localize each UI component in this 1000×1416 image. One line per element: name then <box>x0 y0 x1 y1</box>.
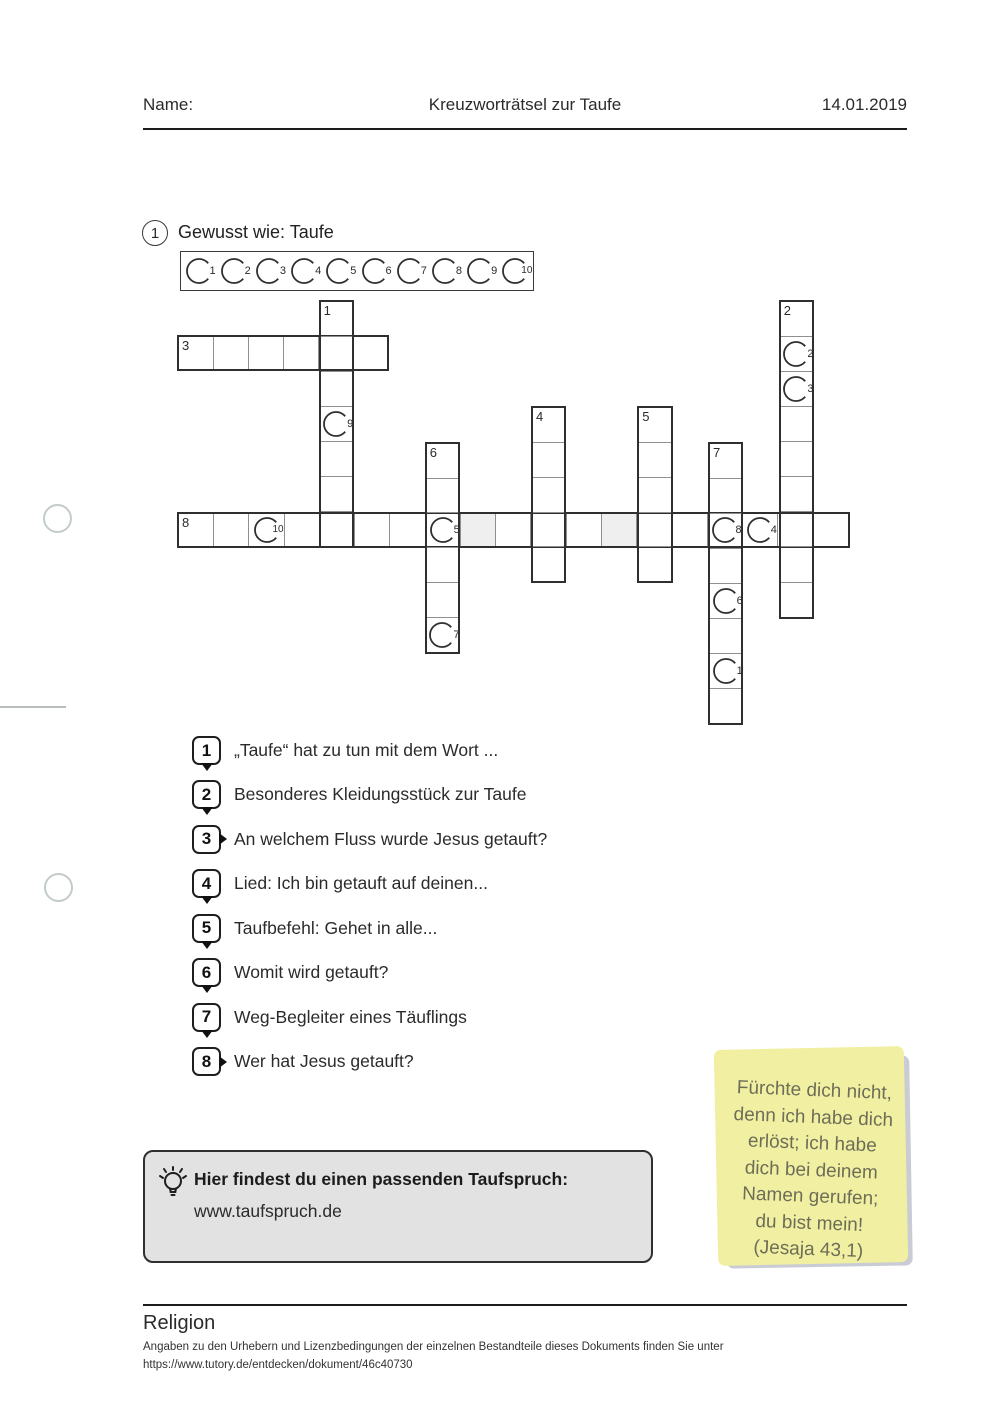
clue-number: 7 <box>201 1007 212 1027</box>
solution-strip-cell <box>216 252 251 290</box>
clue-number: 2 <box>201 784 212 804</box>
solution-strip-cell <box>498 252 533 290</box>
grid-cell <box>321 302 352 336</box>
grid-cell <box>179 514 213 545</box>
crossword-word-1 <box>319 300 354 548</box>
grid-cell <box>639 477 670 512</box>
clue-number: 5 <box>201 918 212 938</box>
solution-number: 10 <box>272 524 284 536</box>
subject-label: Religion <box>143 1312 216 1334</box>
grid-cell <box>710 478 741 513</box>
grid-cell <box>248 514 283 545</box>
sticky-note-paper <box>714 1046 908 1266</box>
grid-cell <box>284 514 319 545</box>
grid-cell <box>533 477 564 512</box>
grid-cell <box>601 514 636 545</box>
clue-item <box>192 958 388 987</box>
grid-cell <box>710 444 741 478</box>
grid-cell <box>781 511 812 546</box>
hint-title: Hier findest du einen passenden Taufspruch: <box>194 1169 569 1189</box>
solution-letter-strip <box>180 251 534 291</box>
clue-item <box>192 1047 414 1076</box>
grid-cell <box>781 406 812 441</box>
grid-cell <box>213 337 248 368</box>
solution-strip-cell <box>287 252 322 290</box>
word-number-label: 3 <box>182 338 190 354</box>
grid-cell <box>710 583 741 618</box>
solution-number: 10 <box>521 265 533 276</box>
solution-number: 6 <box>736 594 743 607</box>
grid-cell <box>639 442 670 477</box>
clue-number-box <box>192 914 221 943</box>
grid-cell <box>321 406 352 441</box>
section-title: Gewusst wie: Taufe <box>178 222 334 242</box>
letter-circle-icon <box>289 256 322 286</box>
clue-number-box <box>192 1003 221 1032</box>
arrow-down-icon <box>201 985 213 993</box>
grid-cell <box>710 688 741 723</box>
name-label: Name: <box>143 95 194 114</box>
solution-number: 1 <box>209 265 216 277</box>
clue-number: 6 <box>201 962 212 982</box>
grid-cell <box>639 512 670 547</box>
grid-cell <box>710 513 741 548</box>
grid-cell <box>321 511 352 546</box>
solution-number: 5 <box>453 524 460 537</box>
solution-number: 9 <box>347 417 354 430</box>
clue-item <box>192 914 437 943</box>
grid-cell <box>781 336 812 371</box>
arrow-right-icon <box>219 1056 227 1068</box>
word-number-label: 5 <box>642 409 650 425</box>
grid-cell <box>321 476 352 511</box>
word-number-label: 6 <box>429 444 438 460</box>
punch-hole-mark-icon <box>43 504 72 533</box>
arrow-down-icon <box>201 941 213 949</box>
clue-item <box>192 825 547 854</box>
clue-text: Besonderes Kleidungsstück zur Taufe <box>234 784 527 805</box>
letter-circle-icon <box>219 256 249 286</box>
grid-cell <box>213 514 248 545</box>
sticky-note <box>716 1046 916 1276</box>
grid-cell <box>427 617 458 652</box>
clue-number-box <box>192 780 221 809</box>
grid-cell <box>781 302 812 336</box>
grid-cell <box>389 514 424 545</box>
clue-number-box <box>192 825 221 854</box>
solution-number: 1 <box>736 664 743 677</box>
crossword-word-3 <box>177 335 389 370</box>
arrow-down-icon <box>201 763 213 771</box>
letter-circle-icon <box>711 656 741 686</box>
arrow-down-icon <box>201 896 213 904</box>
punch-hole-mark-icon <box>44 873 73 902</box>
clue-text: „Taufe“ hat zu tun mit dem Wort ... <box>234 740 499 760</box>
grid-cell <box>533 408 564 442</box>
lightbulb-icon <box>158 1166 190 1200</box>
solution-strip-cell <box>322 252 357 290</box>
word-number-label: 4 <box>536 409 544 425</box>
crossword-word-8 <box>177 512 850 547</box>
header-divider <box>143 128 907 130</box>
grid-cell <box>812 514 847 545</box>
grid-cell <box>427 444 458 478</box>
grid-cell <box>639 546 670 581</box>
letter-circle-icon <box>254 256 284 286</box>
grid-cell <box>781 546 812 581</box>
crossword-word-4 <box>531 406 566 583</box>
grid-cell <box>354 514 389 545</box>
grid-cell <box>533 512 564 547</box>
crossword-word-2 <box>779 300 814 619</box>
grid-cell <box>671 514 706 545</box>
solution-strip-cell <box>251 252 286 290</box>
letter-circle-icon <box>184 256 214 286</box>
solution-strip-cell <box>181 252 216 290</box>
solution-number: 3 <box>807 383 814 396</box>
solution-number: 4 <box>315 265 322 277</box>
grid-cell <box>460 514 495 545</box>
hint-url: www.taufspruch.de <box>194 1201 342 1221</box>
grid-cell <box>321 371 352 406</box>
solution-strip-cell <box>392 252 427 290</box>
solution-strip-cell <box>463 252 498 290</box>
grid-cell <box>427 582 458 617</box>
clue-number: 4 <box>201 873 212 893</box>
letter-circle-icon <box>465 256 498 286</box>
letter-circle-icon <box>360 256 390 286</box>
grid-cell <box>248 337 283 368</box>
letter-circle-icon <box>745 515 775 545</box>
grid-cell <box>639 408 670 442</box>
clue-item <box>192 780 527 809</box>
grid-cell <box>710 653 741 688</box>
crossword-word-7 <box>708 442 743 725</box>
grid-cell <box>710 618 741 653</box>
grid-cell <box>353 337 388 368</box>
clue-number-box <box>192 958 221 987</box>
arrow-down-icon <box>201 1030 213 1038</box>
fold-mark <box>0 706 66 708</box>
clue-item <box>192 1003 467 1032</box>
clue-number-box <box>192 1047 221 1076</box>
clue-text: Lied: Ich bin getauft auf deinen... <box>234 873 488 894</box>
grid-cell <box>710 548 741 583</box>
solution-number: 2 <box>244 265 251 277</box>
clue-number: 8 <box>201 1051 212 1071</box>
clue-number-box <box>192 736 221 765</box>
solution-strip-cell <box>357 252 392 290</box>
letter-circle-icon <box>781 374 814 404</box>
letter-circle-icon <box>781 339 814 369</box>
word-number-label: 1 <box>323 303 331 318</box>
letter-circle-icon <box>427 620 460 650</box>
grid-cell <box>427 512 458 547</box>
grid-cell <box>781 441 812 476</box>
grid-cell <box>427 478 458 513</box>
clue-number: 1 <box>201 740 212 760</box>
word-number-label: 7 <box>713 444 721 460</box>
solution-number: 4 <box>770 524 777 537</box>
grid-cell <box>781 476 812 511</box>
grid-cell <box>742 514 777 545</box>
clue-text: An welchem Fluss wurde Jesus getauft? <box>234 828 548 849</box>
solution-number: 5 <box>350 265 357 277</box>
clue-number-box <box>192 869 221 898</box>
grid-cell <box>427 547 458 582</box>
letter-circle-icon <box>324 256 357 286</box>
word-number-label: 8 <box>182 515 190 531</box>
grid-cell <box>179 337 213 368</box>
solution-number: 8 <box>735 524 742 537</box>
clue-text: Taufbefehl: Gehet in alle... <box>234 917 438 938</box>
solution-number: 8 <box>455 265 463 277</box>
license-url: https://www.tutory.de/entdecken/dokument/46c40730 <box>143 1359 413 1371</box>
solution-number: 9 <box>491 265 498 277</box>
crossword-word-6 <box>425 442 460 654</box>
grid-cell <box>533 442 564 477</box>
date-label: 14.01.2019 <box>821 95 907 114</box>
solution-number: 2 <box>807 348 814 361</box>
clue-text: Weg-Begleiter eines Täuflings <box>234 1006 467 1027</box>
license-text: Angaben zu den Urhebern und Lizenzbedingungen der einzelnen Bestandteile dieses Dokuments finden Sie unter <box>143 1341 724 1353</box>
grid-cell <box>495 514 530 545</box>
footer-divider <box>143 1304 907 1306</box>
solution-strip-cell <box>427 252 462 290</box>
arrow-down-icon <box>201 807 213 815</box>
grid-cell <box>321 336 352 371</box>
clue-text: Wer hat Jesus getauft? <box>234 1051 414 1071</box>
letter-circle-icon <box>430 256 463 286</box>
letter-circle-icon <box>500 256 533 286</box>
letter-circle-icon <box>395 256 425 286</box>
arrow-right-icon <box>219 833 227 845</box>
grid-cell <box>781 371 812 406</box>
letter-circle-icon <box>711 586 741 616</box>
word-number-label: 2 <box>783 303 792 318</box>
page-title: Kreuzworträtsel zur Taufe <box>428 95 622 114</box>
clue-item <box>192 736 498 765</box>
letter-circle-icon <box>321 409 354 439</box>
solution-number: 7 <box>420 265 427 277</box>
clue-text: Womit wird getauft? <box>234 962 389 983</box>
solution-number: 7 <box>453 629 460 642</box>
grid-cell <box>321 441 352 476</box>
clue-number: 3 <box>201 829 212 849</box>
grid-cell <box>781 582 812 617</box>
clue-item <box>192 869 488 898</box>
solution-number: 3 <box>279 265 286 277</box>
grid-cell <box>533 546 564 581</box>
letter-circle-icon <box>252 515 282 545</box>
crossword-word-5 <box>637 406 672 583</box>
solution-number: 6 <box>385 265 392 277</box>
grid-cell <box>566 514 601 545</box>
section-number-badge: 1 <box>142 220 168 246</box>
grid-cell <box>283 337 318 368</box>
hint-box <box>143 1150 653 1263</box>
bible-verse: Fürchte dich nicht, denn ich habe dich erlöst; ich habe dich bei deinem Namen gerufen; du bist mein! (Jesaja 43,1) <box>733 1077 894 1263</box>
